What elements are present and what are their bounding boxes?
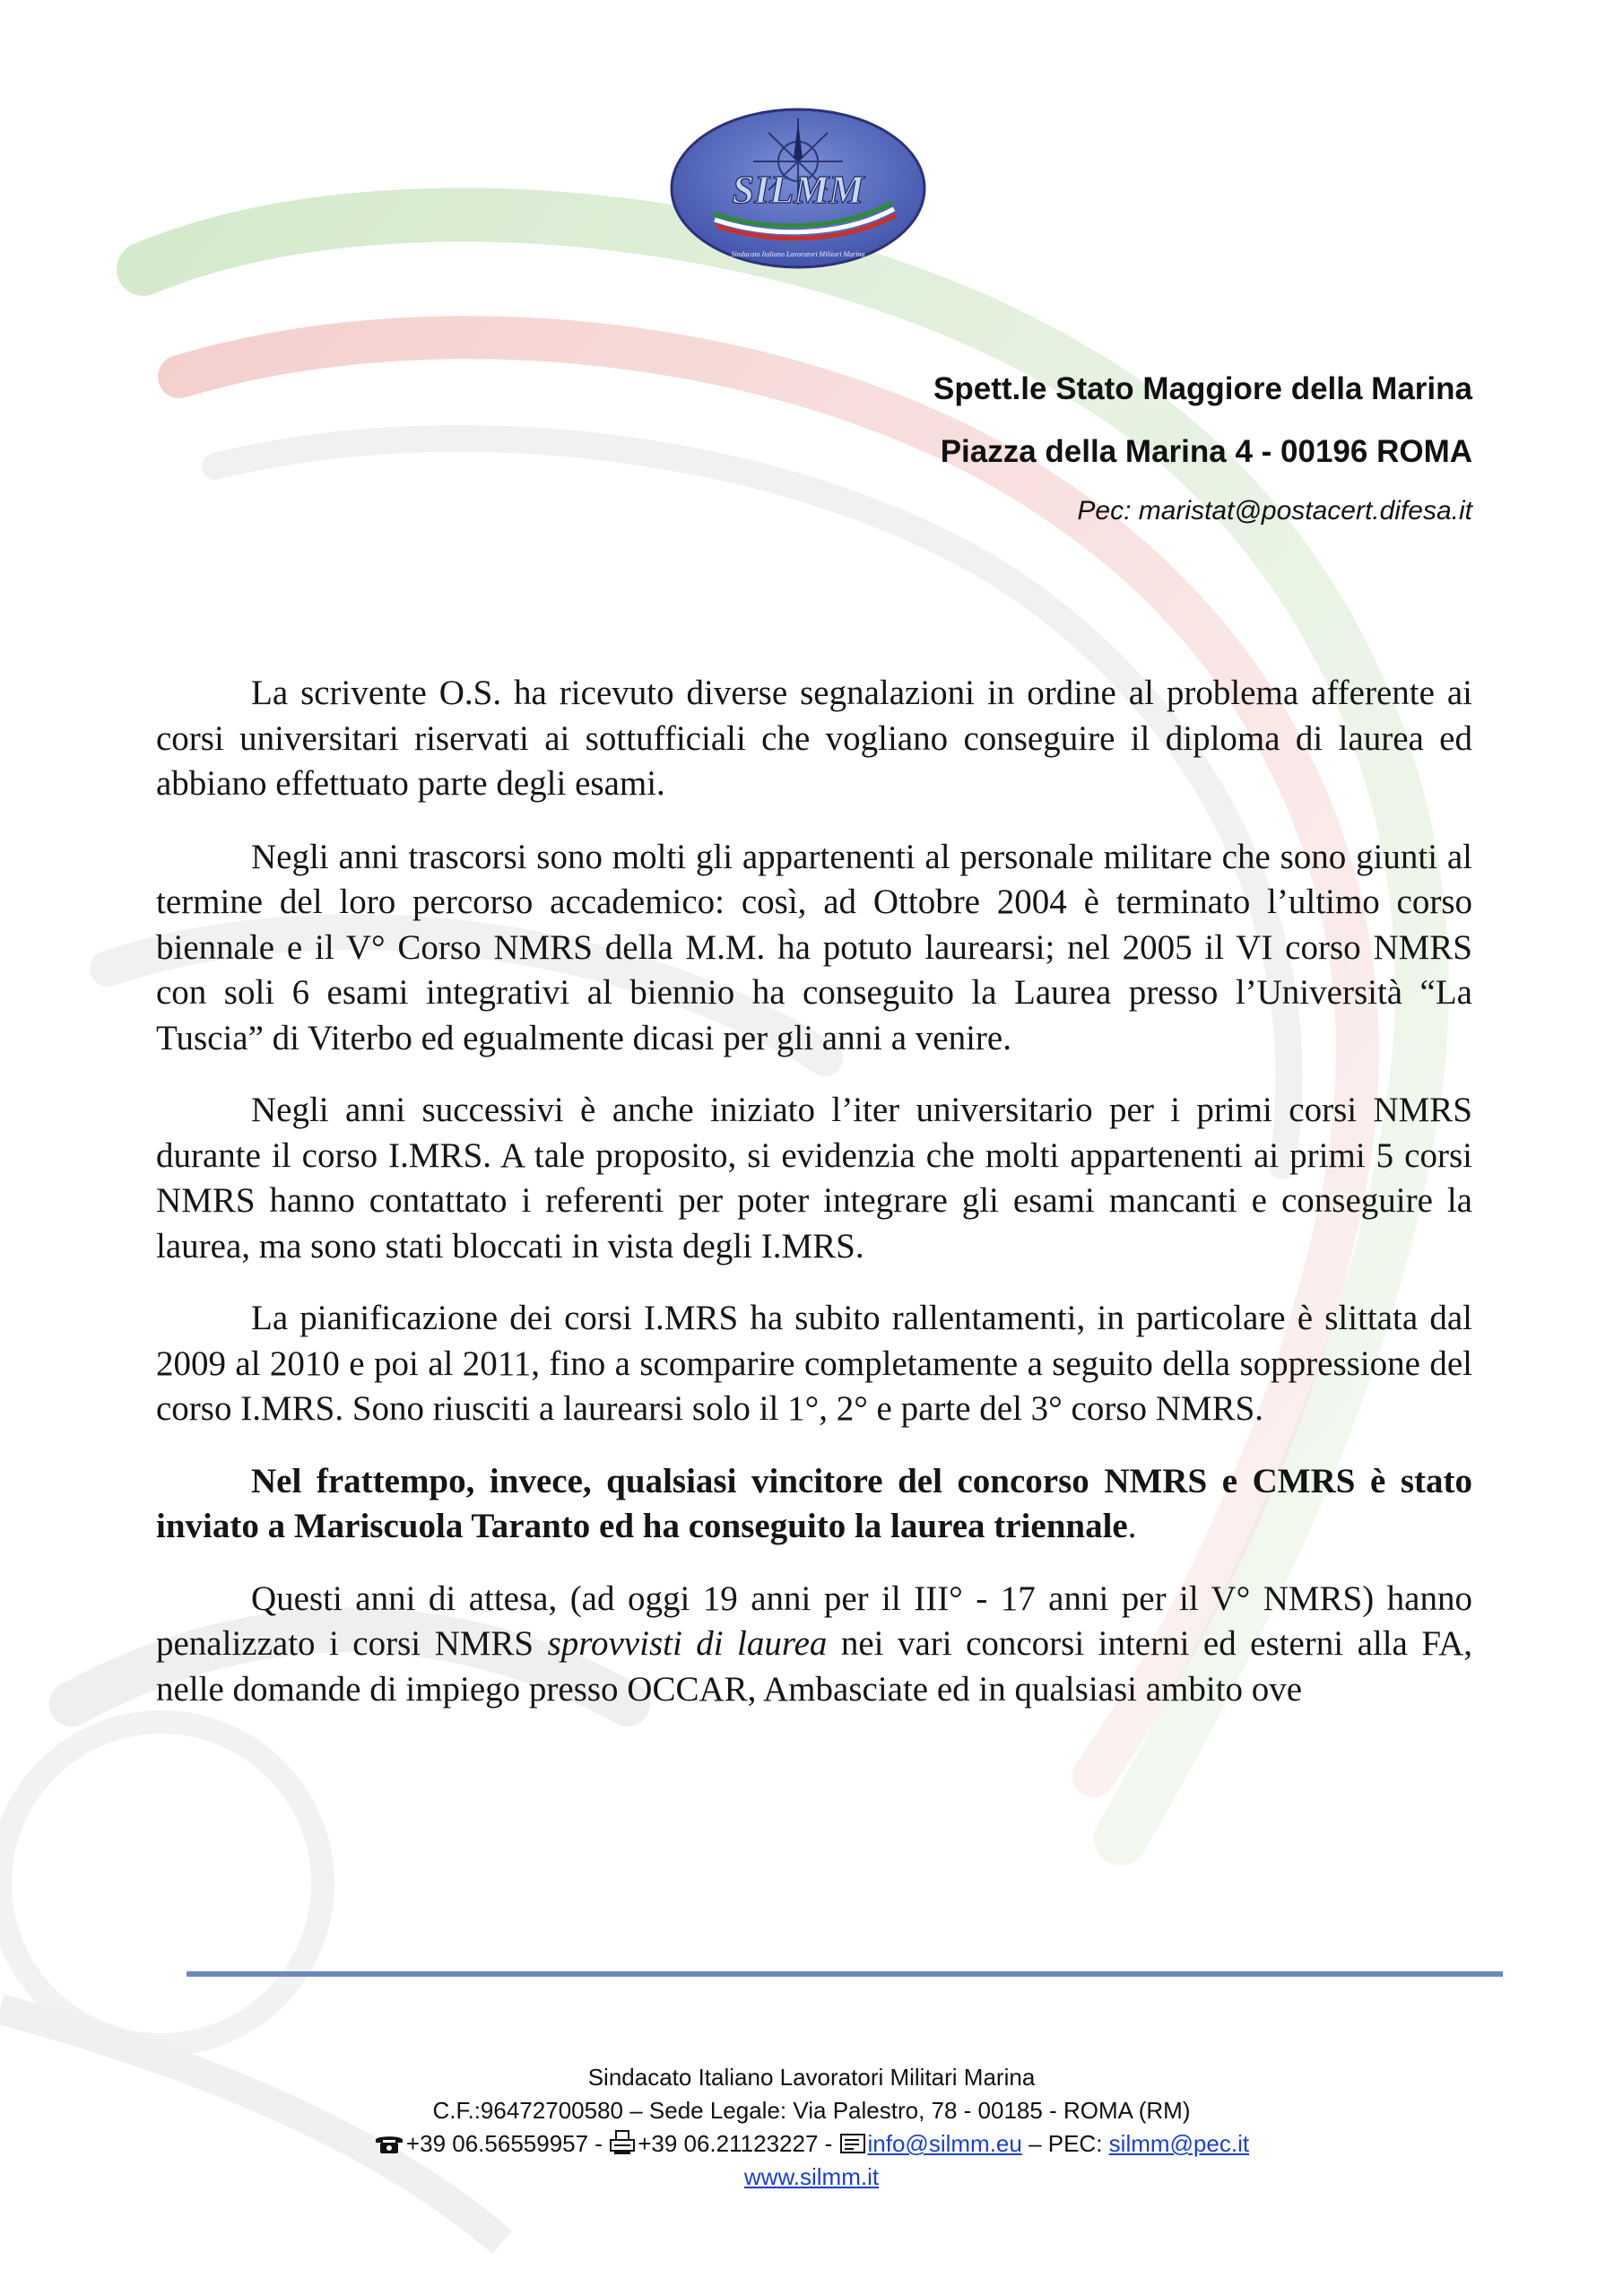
pec-label: – PEC: xyxy=(1021,2130,1109,2157)
email-icon xyxy=(839,2132,866,2155)
paragraph-4: La pianificazione dei corsi I.MRS ha subito rallentamenti, in particolare è slittata dal 2009 al 2010 e poi al 2011, fino a scomparire completamente a seguito della soppressione del corso I.MRS. Sono riusciti a laurearsi solo il 1°, 2° e parte del 3° corso NMRS. xyxy=(156,1299,1472,1428)
paragraph-5 xyxy=(156,1459,1472,1550)
paragraph-6 xyxy=(156,1577,1472,1713)
paragraph-3: Negli anni successivi è anche iniziato l’iter universitario per i primi corsi NMRS durante il corso I.MRS. A tale proposito, si evidenzia che molti appartenenti ai primi 5 corsi NMRS hanno contattato i referenti per poter integrare gli esami mancanti e conseguire la laurea, ma sono stati bloccati in vista degli I.MRS. xyxy=(156,1091,1472,1265)
footer-contacts xyxy=(0,2127,1623,2161)
paragraph-1: La scrivente O.S. ha ricevuto diverse segnalazioni in ordine al problema afferente ai corsi universitari riservati ai sottufficiali che vogliano conseguire il diploma di laurea ed abbiano effettuato parte degli esami. xyxy=(156,674,1472,803)
addressee-line-1: Spett.le Stato Maggiore della Marina xyxy=(933,371,1472,406)
paragraph-6-italic: sprovvisti di laurea xyxy=(547,1624,828,1663)
letter-body xyxy=(156,671,1472,1739)
footer-cf-address: C.F.:96472700580 – Sede Legale: Via Palestro, 78 - 00185 - ROMA (RM) xyxy=(432,2097,1191,2124)
footer xyxy=(0,2061,1623,2194)
paragraph-2: Negli anni trascorsi sono molti gli appartenenti al personale militare che sono giunti al termine del loro percorso accademico: così, ad Ottobre 2004 è terminato l’ultimo corso biennale e il V° Corso NMRS della M.M. ha potuto laurearsi; nel 2005 il VI corso NMRS con soli 6 esami integrativi al biennio ha conseguito la Laurea presso l’Università “La Tuscia” di Viterbo ed egualmente dicasi per gli anni a venire. xyxy=(156,837,1472,1057)
paragraph-5-end: . xyxy=(1127,1507,1137,1545)
paragraph-5-bold: Nel frattempo, invece, qualsiasi vincitore del concorso NMRS e CMRS è stato inviato a Mariscuola Taranto ed ha conseguito la laurea triennale xyxy=(156,1461,1472,1545)
footer-org: Sindacato Italiano Lavoratori Militari Marina xyxy=(587,2064,1036,2091)
pec-email-link[interactable]: silmm@pec.it xyxy=(1108,2130,1250,2157)
logo-wordmark: SILMM xyxy=(732,168,864,212)
paragraph-6-start: Questi anni di attesa, (ad oggi 19 anni per il III° - 17 anni per il V° NMRS) hanno penalizzato i corsi NMRS xyxy=(156,1578,1472,1663)
fax-icon xyxy=(609,2130,636,2155)
website-link[interactable]: www.silmm.it xyxy=(743,2163,880,2190)
addressee-block xyxy=(665,371,1472,527)
email-link[interactable]: info@silmm.eu xyxy=(867,2130,1022,2157)
paragraph-6-end: nei vari concorsi interni ed esterni alla FA, nelle domande di impiego presso OCCAR, Ambasciate ed in qualsiasi ambito ove xyxy=(156,1624,1473,1709)
phone-number: +39 06.56559957 - xyxy=(405,2130,610,2157)
footer-divider xyxy=(187,1971,1503,1977)
silmm-logo xyxy=(668,106,928,271)
addressee-line-2: Piazza della Marina 4 - 00196 ROMA xyxy=(940,434,1472,469)
fax-number: +39 06.21123227 - xyxy=(638,2130,839,2157)
telephone-icon xyxy=(374,2132,404,2155)
addressee-pec: Pec: maristat@postacert.difesa.it xyxy=(1077,496,1472,526)
logo-subtitle: Sindacato Italiano Lavoratori Militari Marina xyxy=(731,250,865,258)
